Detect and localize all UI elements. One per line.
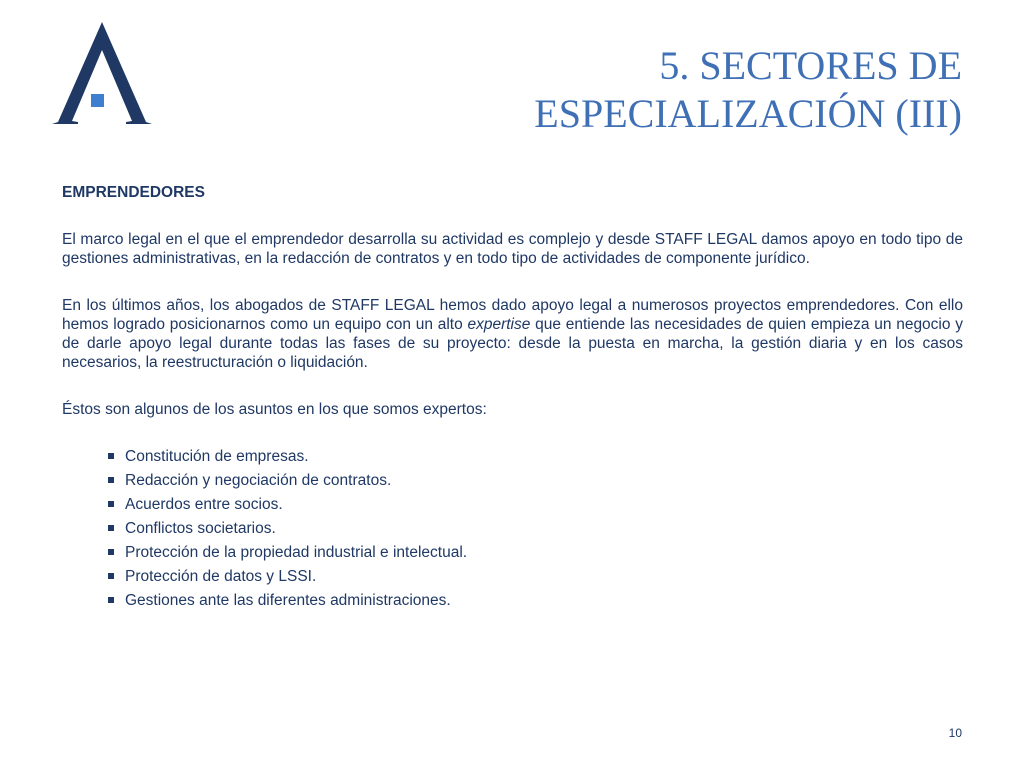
list-item-text: Protección de datos y LSSI.	[125, 568, 317, 585]
list-item	[108, 567, 963, 591]
square-bullet-icon	[108, 549, 114, 555]
page-number: 10	[948, 726, 962, 740]
square-bullet-icon	[108, 501, 114, 507]
paragraph-2-start: En los últimos años, los abogados de STAFF LEGAL hemos dado apoyo legal a numerosos proyectos emprendedores. Con ello hemos logrado posicionarnos como un equipo con un alto	[62, 297, 963, 333]
list-item-text: Protección de la propiedad industrial e intelectual.	[125, 544, 468, 561]
list-item-text: Conflictos societarios.	[125, 520, 276, 537]
list-item-text: Constitución de empresas.	[125, 448, 309, 465]
list-item	[108, 471, 963, 495]
page-title-line-1: 5. SECTORES DE	[659, 43, 962, 88]
paragraph-2-end: que entiende las necesidades de quien empieza un negocio y de darle apoyo legal durante todas las fases de su proyecto: desde la puesta en marcha, la gestión diaria y en los casos necesarios, la reestructuración o liquidación.	[62, 316, 963, 371]
paragraph-1: El marco legal en el que el emprendedor desarrolla su actividad es complejo y desde STAFF LEGAL damos apoyo en todo tipo de gestiones administrativas, en la redacción de contratos y en todo tipo de actividades de componente jurídico.	[62, 231, 963, 267]
logo-square-accent	[91, 94, 104, 107]
list-item	[108, 447, 963, 471]
list-item-text: Gestiones ante las diferentes administraciones.	[125, 592, 451, 609]
square-bullet-icon	[108, 453, 114, 459]
square-bullet-icon	[108, 573, 114, 579]
list-item	[108, 519, 963, 543]
list-item	[108, 543, 963, 567]
list-item-text: Acuerdos entre socios.	[125, 496, 283, 513]
page-title	[342, 42, 962, 138]
slide-body	[62, 183, 963, 615]
list-item	[108, 591, 963, 615]
square-bullet-icon	[108, 597, 114, 603]
section-heading: EMPRENDEDORES	[62, 184, 205, 201]
square-bullet-icon	[108, 477, 114, 483]
firm-logo-letter-a-icon	[52, 20, 152, 128]
page-title-line-2: ESPECIALIZACIÓN (III)	[534, 91, 962, 136]
list-intro: Éstos son algunos de los asuntos en los que somos expertos:	[62, 401, 487, 418]
paragraph-2	[62, 296, 963, 372]
paragraph-2-emphasis: expertise	[467, 316, 531, 333]
list-item-text: Redacción y negociación de contratos.	[125, 472, 392, 489]
list-item	[108, 495, 963, 519]
expertise-list	[62, 447, 963, 615]
square-bullet-icon	[108, 525, 114, 531]
